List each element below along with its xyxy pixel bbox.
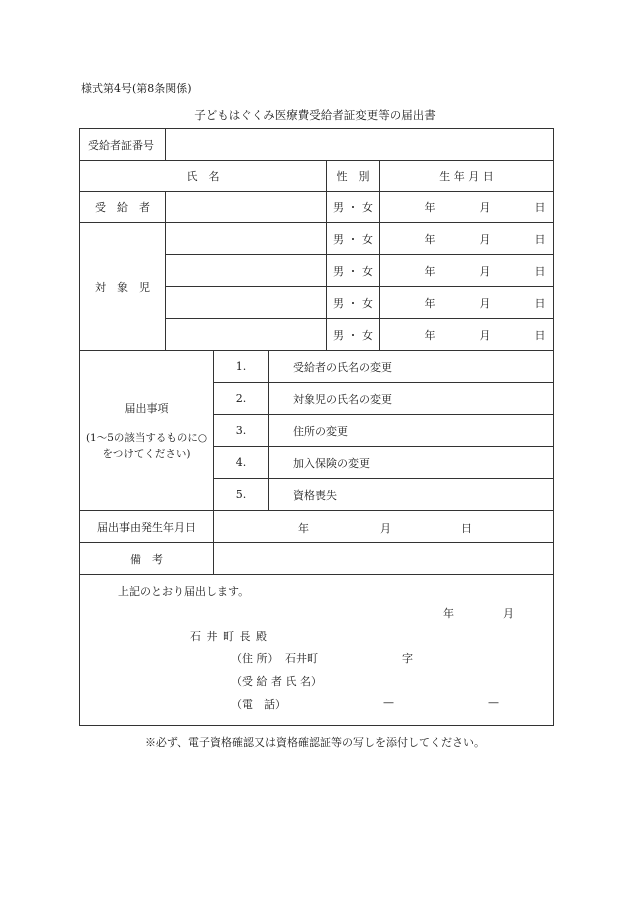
year-label: 年 [298, 521, 309, 535]
notification-label: 届出事項 [124, 401, 169, 415]
month-label: 月 [380, 521, 391, 535]
item-number[interactable]: 5. [214, 479, 269, 511]
day-label: 日 [534, 296, 546, 310]
month-label: 月 [479, 264, 491, 278]
occurrence-row [80, 511, 554, 543]
child-birthdate-field[interactable] [380, 255, 554, 287]
recipient-label: 受 給 者 [80, 192, 166, 223]
child-gender-choice[interactable]: 男 ・ 女 [327, 255, 380, 287]
header-gender: 性 別 [327, 161, 380, 192]
form-title: 子どもはぐくみ医療費受給者証変更等の届出書 [194, 108, 436, 122]
day-label: 日 [534, 232, 546, 246]
declaration-year-label: 年 [443, 607, 454, 620]
child-gender-choice[interactable]: 男 ・ 女 [327, 287, 380, 319]
attachment-notice: ※必ず、電子資格確認又は資格確認証等の写しを添付してください。 [144, 736, 486, 749]
occurrence-label: 届出事由発生年月日 [80, 511, 214, 543]
addressee: 石 井 町 長 殿 [190, 630, 268, 643]
recipient-gender-choice[interactable]: 男 ・ 女 [327, 192, 380, 223]
declaration-section [80, 575, 553, 725]
occurrence-date-field[interactable] [214, 511, 554, 543]
header-birthdate: 生 年 月 日 [380, 161, 554, 192]
year-label: 年 [424, 232, 436, 246]
day-label: 日 [534, 201, 546, 214]
remarks-label: 備 考 [80, 543, 214, 575]
item-text: 資格喪失 [269, 479, 554, 511]
item-text: 住所の変更 [269, 415, 554, 447]
child-name-field[interactable] [166, 255, 327, 287]
address-label: （住 所） [231, 652, 279, 665]
year-label: 年 [424, 296, 436, 310]
address-aza: 字 [402, 652, 413, 665]
declaration-statement: 上記のとおり届出します。 [118, 585, 250, 598]
child-name-field[interactable] [166, 319, 327, 351]
day-label: 日 [534, 328, 546, 342]
year-label: 年 [424, 201, 436, 214]
child-birthdate-field[interactable] [380, 287, 554, 319]
cert-number-field[interactable] [166, 129, 554, 161]
declaration-month-label: 月 [503, 607, 514, 620]
item-number[interactable]: 2. [214, 383, 269, 415]
notification-note: (1～5の該当するものに○をつけてください) [85, 431, 208, 460]
day-label: 日 [534, 264, 546, 278]
day-label: 日 [461, 521, 472, 535]
child-label: 対 象 児 [80, 223, 166, 351]
child-birthdate-field[interactable] [380, 223, 554, 255]
recipient-birthdate-field[interactable] [380, 192, 554, 223]
form-table [79, 128, 554, 726]
header-name: 氏 名 [80, 161, 327, 192]
month-label: 月 [479, 201, 491, 214]
child-gender-choice[interactable]: 男 ・ 女 [327, 223, 380, 255]
cert-number-label: 受給者証番号 [80, 129, 166, 161]
cert-number-row [80, 129, 554, 161]
phone-separator: — [488, 696, 499, 709]
recipient-name-label: （受 給 者 氏 名） [231, 675, 322, 688]
item-text: 対象児の氏名の変更 [269, 383, 554, 415]
child-name-field[interactable] [166, 287, 327, 319]
recipient-row [80, 192, 554, 223]
year-label: 年 [424, 264, 436, 278]
month-label: 月 [479, 232, 491, 246]
form-number-label: 様式第4号(第8条関係) [81, 82, 192, 95]
child-birthdate-field[interactable] [380, 319, 554, 351]
child-name-field[interactable] [166, 223, 327, 255]
year-label: 年 [424, 328, 436, 342]
recipient-name-field[interactable] [166, 192, 327, 223]
item-text: 受給者の氏名の変更 [269, 351, 554, 383]
child-gender-choice[interactable]: 男 ・ 女 [327, 319, 380, 351]
address-town: 石井町 [285, 652, 318, 665]
item-number[interactable]: 3. [214, 415, 269, 447]
child-row [80, 223, 554, 255]
notification-item-row [80, 351, 554, 383]
notification-section [80, 351, 214, 511]
phone-label: （電 話） [231, 698, 286, 711]
item-number[interactable]: 1. [214, 351, 269, 383]
remarks-row [80, 543, 554, 575]
item-text: 加入保険の変更 [269, 447, 554, 479]
month-label: 月 [479, 328, 491, 342]
month-label: 月 [479, 296, 491, 310]
header-row [80, 161, 554, 192]
phone-separator: — [383, 696, 394, 709]
item-number[interactable]: 4. [214, 447, 269, 479]
remarks-field[interactable] [214, 543, 554, 575]
declaration-row [80, 575, 554, 726]
